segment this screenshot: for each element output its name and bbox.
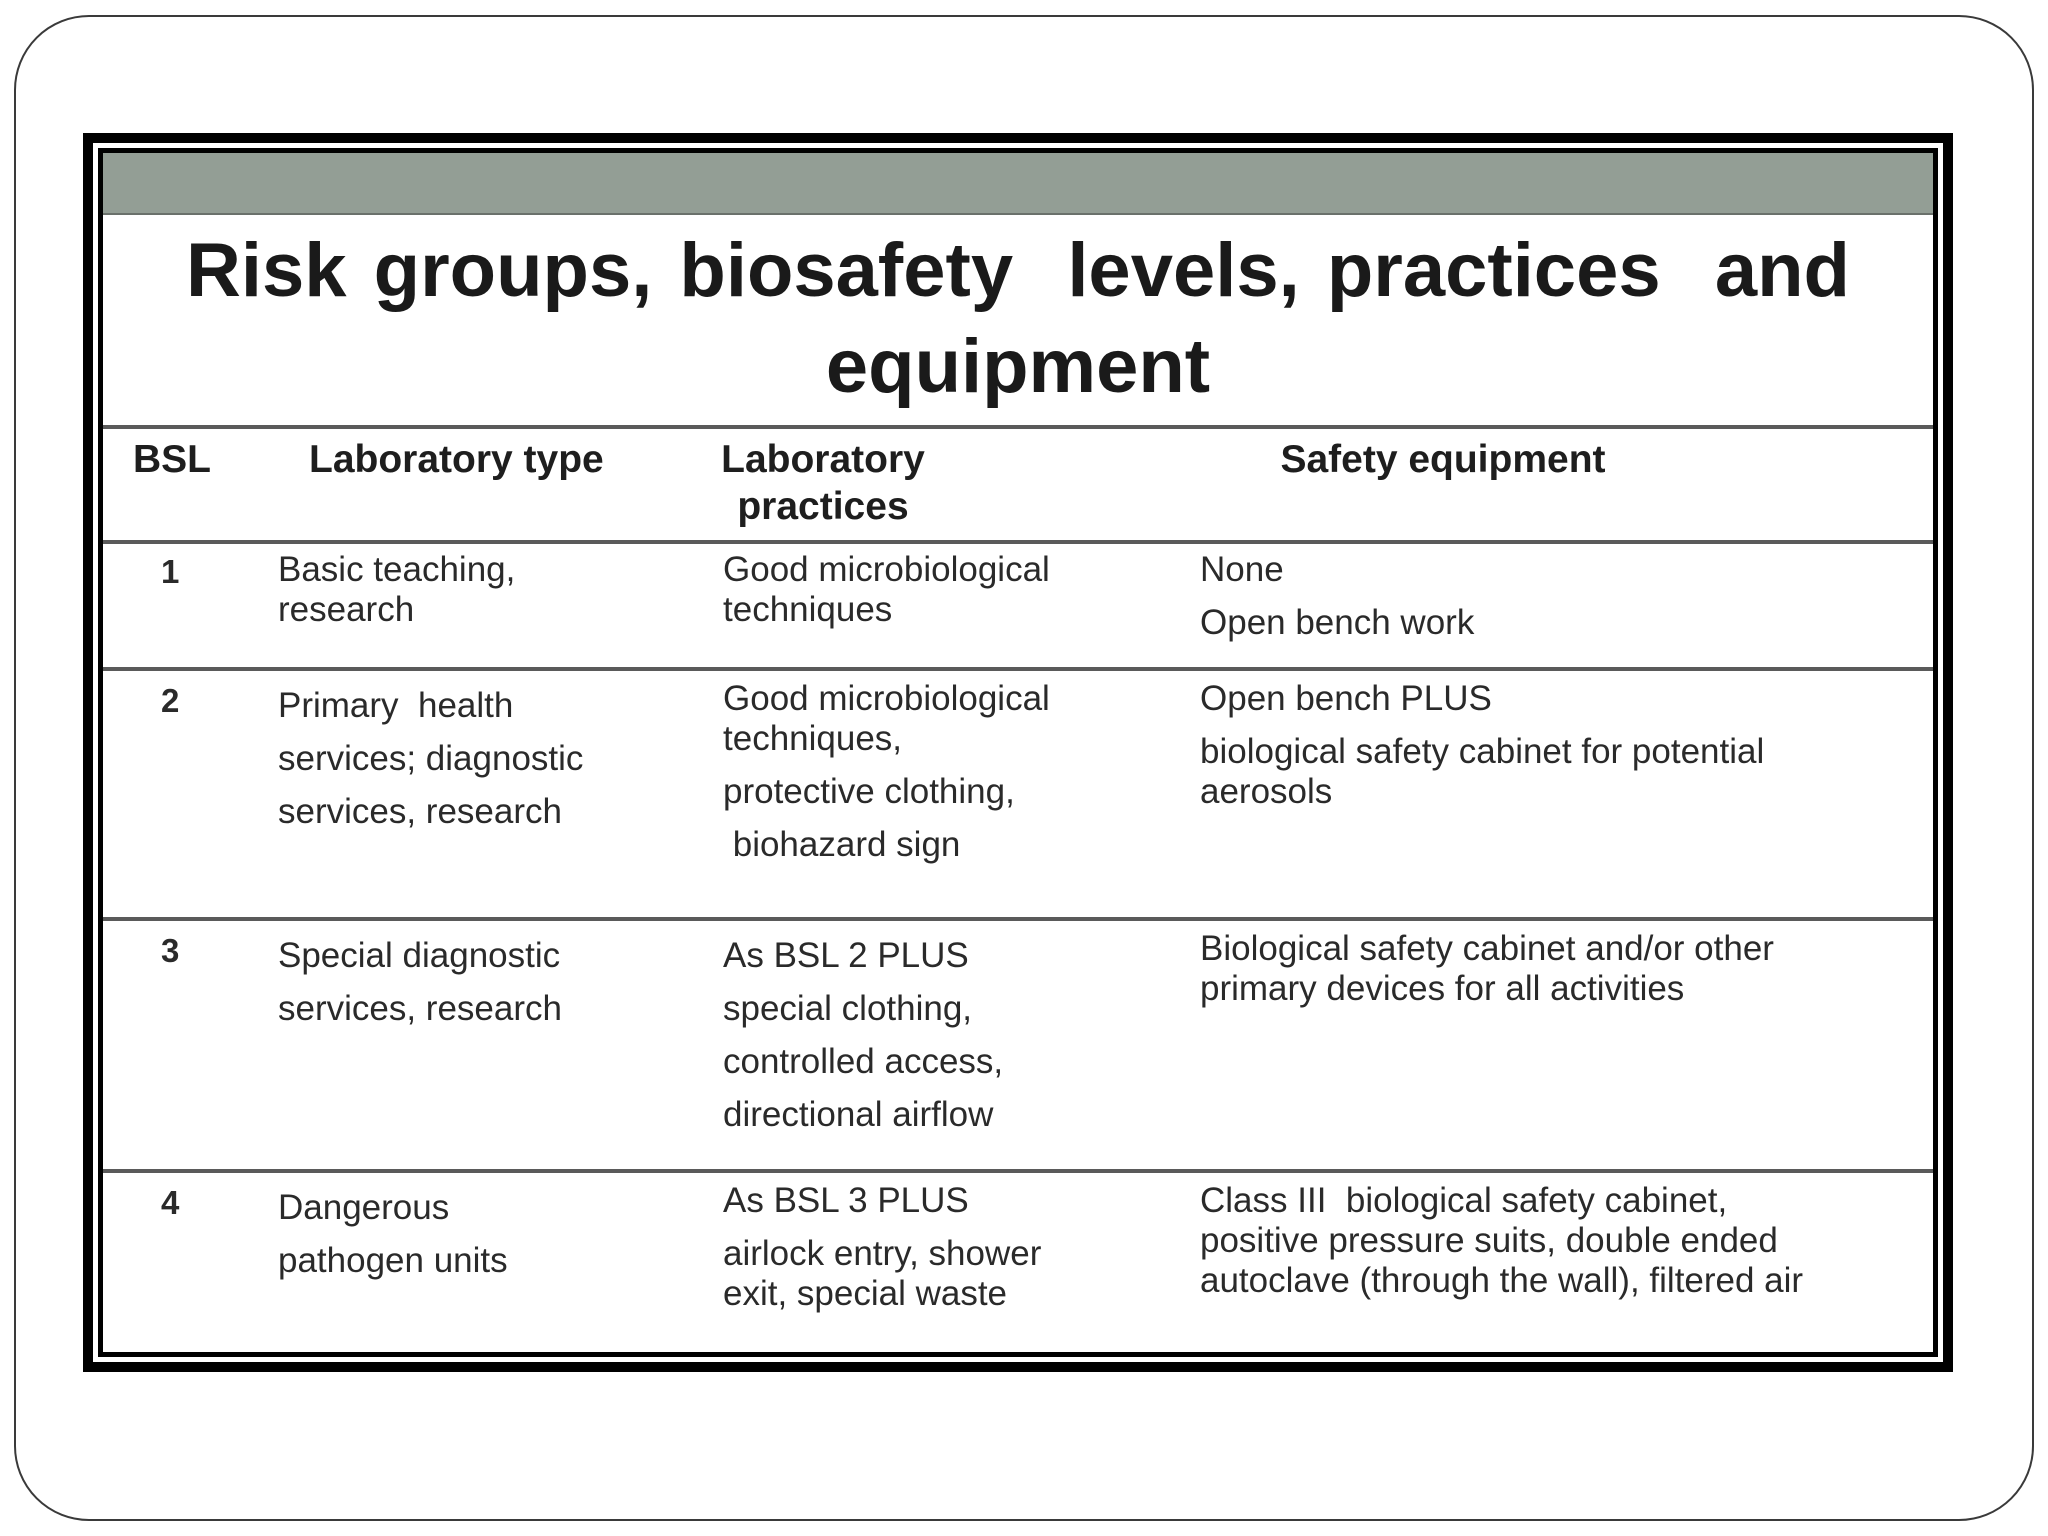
rule-under-row-1 [103, 667, 1933, 671]
row-2-lab-type-line-2: services; diagnostic [278, 739, 584, 778]
table-title [103, 223, 1933, 423]
row-1-lab-type-line-2: research [278, 590, 415, 629]
row-3-practices-line-3: controlled access, [723, 1042, 1004, 1081]
header-safety-equipment: Safety equipment [1280, 438, 1606, 481]
row-2-practices-line-1: Good microbiological [723, 679, 1050, 718]
row-2-equipment-line-1: Open bench PLUS [1200, 679, 1492, 718]
row-1-lab-type-line-1: Basic teaching, [278, 550, 516, 589]
row-3-practices-line-1: As BSL 2 PLUS [723, 936, 969, 975]
row-1-lab-type [278, 550, 515, 630]
row-2-practices [723, 679, 1050, 865]
header-lab-practices-line-1: Laboratory [721, 438, 925, 481]
rule-under-row-3 [103, 1169, 1933, 1173]
row-2-lab-type-line-3: services, research [278, 792, 562, 831]
row-4-lab-type-line-1: Dangerous [278, 1188, 450, 1227]
row-4-lab-type [278, 1181, 508, 1287]
biosafety-table [83, 133, 1953, 1372]
row-4-equipment-line-1: Class III biological safety cabinet, [1200, 1181, 1728, 1220]
row-2-bsl: 2 [161, 682, 180, 719]
row-2-lab-type [278, 679, 583, 838]
title-line-2: equipment [825, 324, 1211, 409]
row-1-equipment-line-2: Open bench work [1200, 603, 1475, 642]
row-1-equipment [1200, 550, 1474, 643]
rule-under-header [103, 540, 1933, 544]
row-4-equipment [1200, 1181, 1803, 1301]
title-line-1: Risk groups, biosafety levels, practices and [186, 228, 1850, 313]
row-3-equipment-line-1: Biological safety cabinet and/or other [1200, 929, 1774, 968]
row-3-lab-type-line-2: services, research [278, 989, 562, 1028]
header-band [103, 153, 1933, 215]
row-2-equipment-line-2: biological safety cabinet for potential [1200, 732, 1765, 771]
row-4-practices-line-2: airlock entry, shower [723, 1234, 1042, 1273]
row-2-practices-line-2: techniques, [723, 719, 903, 758]
header-lab-type: Laboratory type [309, 438, 604, 481]
row-3-equipment-line-2: primary devices for all activities [1200, 969, 1685, 1008]
row-3-lab-type [278, 929, 562, 1035]
row-3-practices [723, 929, 1003, 1141]
row-1-practices-line-2: techniques [723, 590, 893, 629]
rule-under-title [103, 425, 1933, 429]
row-4-practices-line-3: exit, special waste [723, 1274, 1008, 1313]
row-2-practices-line-3: protective clothing, [723, 772, 1015, 811]
rule-under-row-2 [103, 917, 1933, 921]
row-2-equipment-line-3: aerosols [1200, 772, 1333, 811]
row-1-practices-line-1: Good microbiological [723, 550, 1050, 589]
table-inner [98, 148, 1938, 1357]
row-2-lab-type-line-1: Primary health [278, 686, 514, 725]
row-2-equipment [1200, 679, 1764, 812]
row-1-bsl: 1 [161, 553, 180, 590]
row-3-equipment [1200, 929, 1774, 1009]
row-4-bsl: 4 [161, 1184, 180, 1221]
row-4-practices-line-1: As BSL 3 PLUS [723, 1181, 969, 1220]
row-1-equipment-line-1: None [1200, 550, 1284, 589]
row-3-lab-type-line-1: Special diagnostic [278, 936, 561, 975]
row-3-bsl: 3 [161, 932, 180, 969]
row-4-equipment-line-3: autoclave (through the wall), filtered air [1200, 1261, 1804, 1300]
row-4-lab-type-line-2: pathogen units [278, 1241, 508, 1280]
header-lab-practices [643, 436, 1003, 530]
row-1-practices [723, 550, 1050, 630]
header-lab-practices-line-2: practices [737, 485, 909, 528]
row-4-practices [723, 1181, 1041, 1314]
header-bsl: BSL [133, 438, 211, 481]
row-2-practices-line-4: biohazard sign [723, 825, 961, 864]
row-4-equipment-line-2: positive pressure suits, double ended [1200, 1221, 1778, 1260]
row-3-practices-line-4: directional airflow [723, 1095, 994, 1134]
row-3-practices-line-2: special clothing, [723, 989, 973, 1028]
